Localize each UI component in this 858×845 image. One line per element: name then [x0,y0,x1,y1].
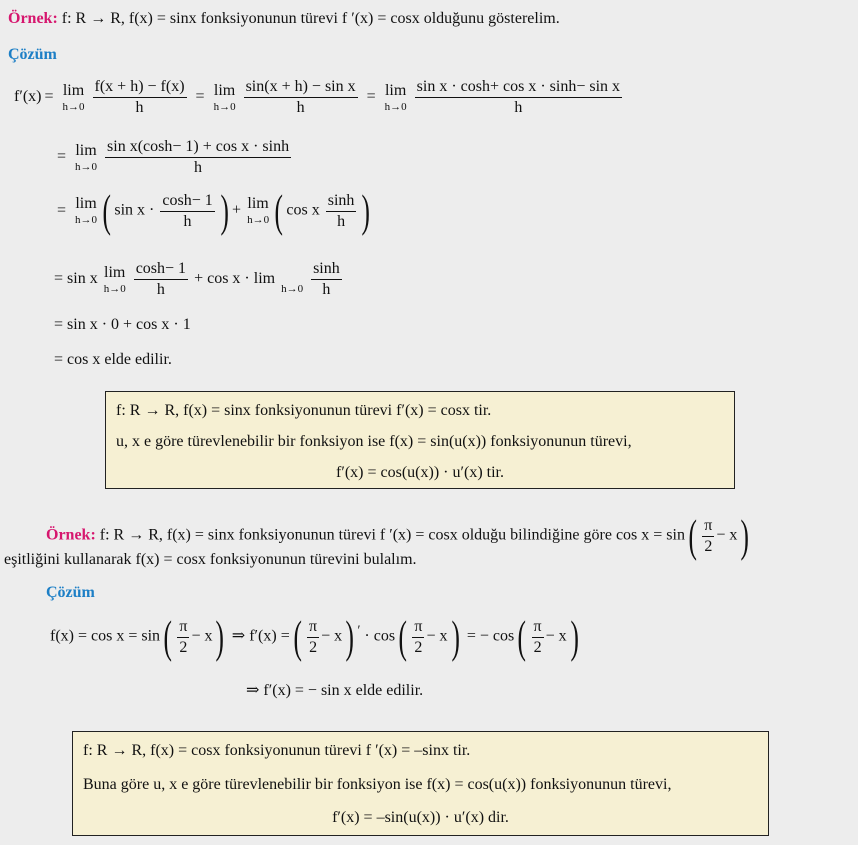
fraction: $\frac{\sinh}{h}$ [313,260,340,298]
fraction: $\frac{\text{sin(x + h) − sin x}}{h}$ [245,78,356,116]
fraction: $\frac{\cosh- 1}{h}$ [162,191,213,230]
example-text: f: R → R, f(x) = sinx fonksiyonunun türevi f ′(x) = cosx olduğu bilindiğine göre cos x = sin [99,526,685,544]
box-line-1: f: R → R, f(x) = cosx fonksiyonunun türevi f ′(x) = –sinx tir. [83,742,471,759]
limit-operator: lim h→0 [103,263,126,295]
limit-operator: lim h→0 [75,141,98,173]
derivation-line-6: = cos x elde edilir. [54,351,172,368]
fraction: $\frac{\sinh}{h}$ [327,191,355,230]
example-1-heading [8,10,560,28]
example-label: Örnek: [46,526,96,544]
derivation-line-3: = lim h→0 ( sin x · $\frac{\cosh- 1}{h}$ ) + lim h→0 ( cos x $\frac{\sinh}{h}$ ) [57,185,371,236]
solution-2-line-1: f(x) = cos x = sin( $\frac{\pi}{2}$ − x) ⇒ f′(x) =( $\frac{\pi}{2}$ − x) ′ · cos( $\frac{\pi}{2}$ − x) = − cos( $\frac{\pi}{2}$ − x) [50,611,579,662]
derivation-line-1: f′(x) = lim h→0 $\frac{f(x + h) - f(x)}{h}$ = lim h→0 $\frac{\text{sin(x + h) − sin x}}{h}$ = lim h→0 $\frac{\text{sin x · cosh+ cos x · sinh− sin x}}{h}$ [14,78,621,116]
example-2-heading: Örnek: f: R → R, f(x) = sinx fonksiyonunun türevi f ′(x) = cosx olduğu bilindiğine göre cos x = sin( $\frac{\pi}{2}$ − x) [46,510,750,561]
limit-operator: lim h→0 [247,195,270,226]
derivation-line-5: = sin x · 0 + cos x · 1 [54,316,191,333]
fraction: $\frac{\text{sin x · cosh+ cos x · sinh− sin x}}{h}$ [416,78,621,116]
example-label: Örnek: [8,10,58,27]
derivation-line-4: = sin x lim h→0 $\frac{\cosh- 1}{h}$ + cos x · lim h→0 $\frac{\sinh}{h}$ [54,260,340,298]
box-line-2: u, x e göre türevlenebilir bir fonksiyon ise f(x) = sin(u(x)) fonksiyonunun türevi, [116,433,632,450]
box-line-3: f′(x) = –sin(u(x)) · u′(x) dir. [332,809,509,826]
limit-operator: lim h→0 [75,195,98,226]
solution-label: Çözüm [8,46,57,63]
fraction: $\frac{\text{sin x(cosh− 1) + cos x · sinh}}{h}$ [107,138,290,176]
fraction: $\frac{f(x + h) - f(x)}{h}$ [94,78,185,116]
box-line-2: Buna göre u, x e göre türevlenebilir bir fonksiyon ise f(x) = cos(u(x)) fonksiyonunun türevi, [83,776,672,793]
limit-operator: lim h→0 [213,81,236,113]
box-line-3: f′(x) = cos(u(x)) · u′(x) tir. [336,464,504,481]
limit-operator: h→0 [281,282,304,295]
box-line-1: f: R → R, f(x) = sinx fonksiyonunun türevi f′(x) = cosx tir. [116,402,492,419]
solution-2-result: ⇒ f′(x) = − sin x elde edilir. [246,682,424,699]
info-box-cos [72,731,769,836]
fraction: $\frac{\cosh- 1}{h}$ [135,260,187,298]
lhs: f′(x) [14,88,42,106]
example-text: f: R → R, f(x) = sinx fonksiyonunun türevi f ′(x) = cosx olduğunu gösterelim. [61,10,560,27]
limit-operator: lim h→0 [384,81,407,113]
derivation-line-2: = lim h→0 $\frac{\text{sin x(cosh− 1) + cos x · sinh}}{h}$ [57,138,290,176]
limit-operator: lim h→0 [62,81,85,113]
solution-label: Çözüm [46,584,95,601]
example-2-line-2: eşitliğini kullanarak f(x) = cosx fonksiyonunun türevini bulalım. [4,551,417,568]
info-box-sin [105,391,735,489]
